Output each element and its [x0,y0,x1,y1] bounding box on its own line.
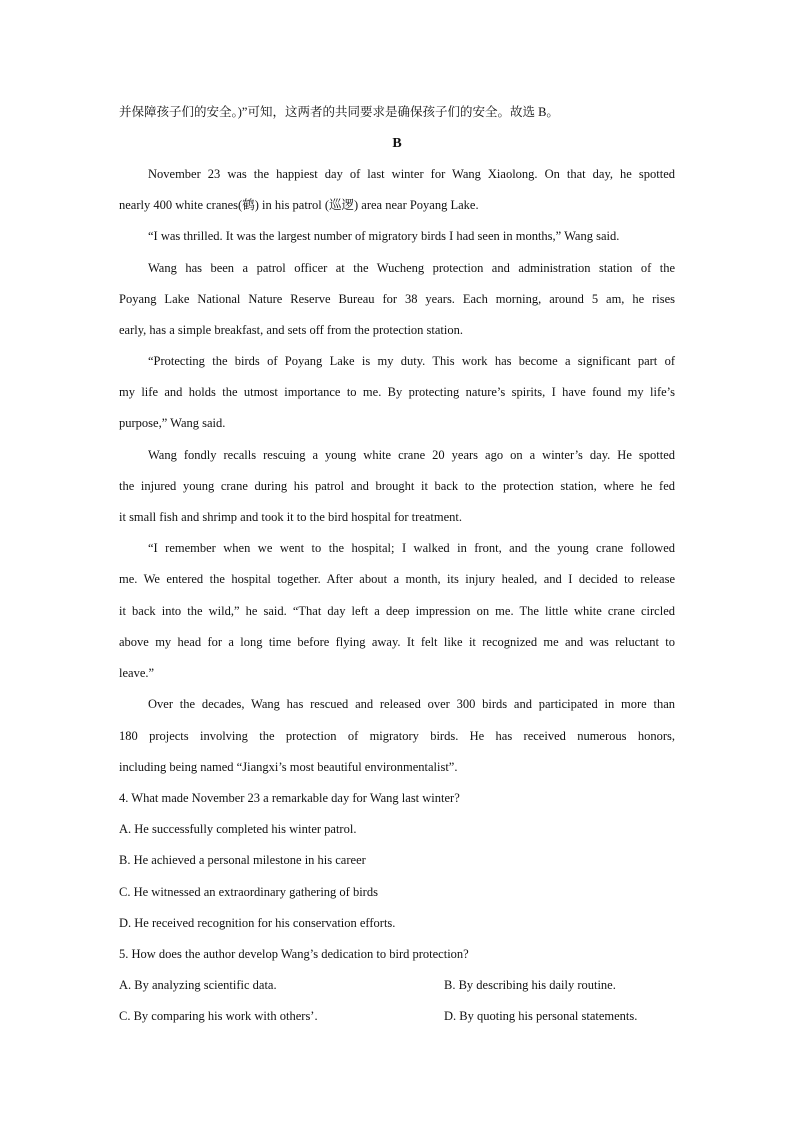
passage-line: early, has a simple breakfast, and sets off from the protection station. [119,323,463,337]
passage-line: Wang fondly recalls rescuing a young white crane 20 years ago on a winter’s day. He spotted [148,448,675,462]
passage-line: Wang has been a patrol officer at the Wucheng protection and administration station of the [148,261,675,275]
question-5-option-c[interactable]: C. By comparing his work with others’. [119,1009,318,1023]
passage-line: “Protecting the birds of Poyang Lake is my duty. This work has become a significant part of [148,354,675,368]
passage-line: it small fish and shrimp and took it to the bird hospital for treatment. [119,510,462,524]
question-5-option-a[interactable]: A. By analyzing scientific data. [119,978,277,992]
passage-line: me. We entered the hospital together. After about a month, its injury healed, and I decided to release [119,572,675,586]
passage-line: my life and holds the utmost importance to me. By protecting nature’s spirits, I have found my life’s [119,385,675,399]
question-4-option-a[interactable]: A. He successfully completed his winter patrol. [119,822,357,836]
passage-line: Over the decades, Wang has rescued and released over 300 birds and participated in more than [148,697,675,711]
passage-line: it back into the wild,” he said. “That day left a deep impression on me. The little white crane circled [119,604,675,618]
question-4-option-b[interactable]: B. He achieved a personal milestone in his career [119,853,366,867]
passage-line: “I remember when we went to the hospital; I walked in front, and the young crane followed [148,541,675,555]
question-4-option-c[interactable]: C. He witnessed an extraordinary gathering of birds [119,885,378,899]
passage-line: 180 projects involving the protection of migratory birds. He has received numerous honors, [119,729,675,743]
passage-line: leave.” [119,666,155,680]
question-5-stem: 5. How does the author develop Wang’s dedication to bird protection? [119,947,469,961]
passage-line: above my head for a long time before flying away. It felt like it recognized me and was reluctant to [119,635,675,649]
passage-line: the injured young crane during his patrol and brought it back to the protection station, where he fed [119,479,675,493]
passage-line: “I was thrilled. It was the largest number of migratory birds I had seen in months,” Wang said. [148,229,620,243]
question-5-option-b[interactable]: B. By describing his daily routine. [444,978,616,992]
passage-line: November 23 was the happiest day of last winter for Wang Xiaolong. On that day, he spotted [148,167,675,181]
section-title: B [392,136,402,151]
passage-line: Poyang Lake National Nature Reserve Bureau for 38 years. Each morning, around 5 am, he rises [119,292,675,306]
intro-line: 并保障孩子们的安全。)”可知，这两者的共同要求是确保孩子们的安全。故选 B。 [119,105,559,119]
question-4-stem: 4. What made November 23 a remarkable day for Wang last winter? [119,791,460,805]
question-4-option-d[interactable]: D. He received recognition for his conservation efforts. [119,916,396,930]
passage-line: purpose,” Wang said. [119,416,226,430]
passage-line: nearly 400 white cranes(鹤) in his patrol (巡逻) area near Poyang Lake. [119,198,479,212]
passage-line: including being named “Jiangxi’s most beautiful environmentalist”. [119,760,458,774]
question-5-option-d[interactable]: D. By quoting his personal statements. [444,1009,638,1023]
